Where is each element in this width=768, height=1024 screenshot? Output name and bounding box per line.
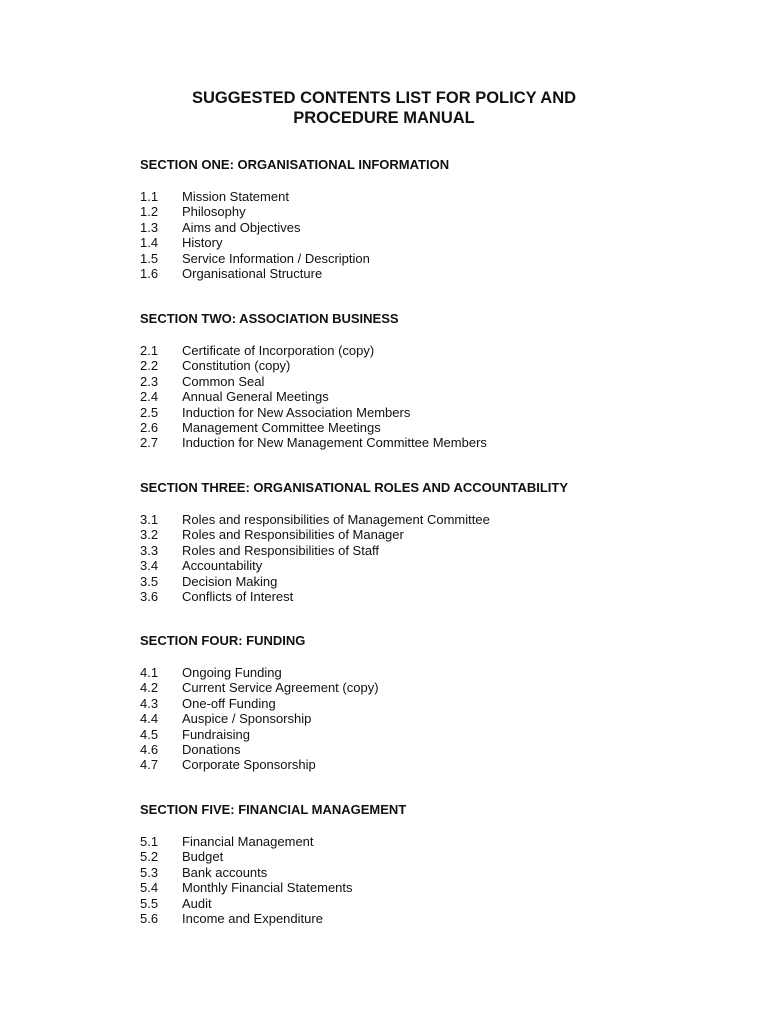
list-item (140, 374, 740, 389)
item-number: 4.3 (140, 695, 159, 711)
list-item (140, 849, 740, 864)
item-label: Financial Management (182, 834, 314, 849)
item-label: Roles and Responsibilities of Staff (182, 542, 380, 558)
section-two (140, 311, 740, 451)
section-item-list (140, 343, 740, 451)
item-number: 2.7 (140, 435, 159, 451)
section-heading: SECTION FOUR: FUNDING (140, 633, 306, 648)
item-number: 2.2 (140, 358, 159, 374)
list-item (140, 527, 740, 542)
item-label: Annual General Meetings (182, 389, 329, 405)
item-number: 2.3 (140, 373, 159, 389)
list-item (140, 204, 740, 219)
section-heading: SECTION ONE: ORGANISATIONAL INFORMATION (140, 157, 450, 172)
section-heading: SECTION THREE: ORGANISATIONAL ROLES AND ACCOUNTABILITY (140, 480, 569, 495)
section-item-list (140, 665, 740, 773)
list-item (140, 757, 740, 772)
list-item (140, 405, 740, 420)
list-item (140, 189, 740, 204)
section-item-list (140, 189, 740, 281)
item-label: Bank accounts (182, 864, 268, 880)
section-heading: SECTION TWO: ASSOCIATION BUSINESS (140, 311, 399, 326)
section-heading: SECTION FIVE: FINANCIAL MANAGEMENT (140, 802, 407, 817)
item-label: Budget (182, 849, 224, 865)
item-label: Common Seal (182, 373, 265, 389)
item-number: 1.3 (140, 219, 159, 235)
list-item (140, 911, 740, 926)
item-label: One-off Funding (182, 695, 276, 711)
item-number: 5.3 (140, 864, 159, 880)
item-number: 1.2 (140, 204, 159, 220)
list-item (140, 834, 740, 849)
item-number: 4.5 (140, 726, 159, 742)
item-number: 3.6 (140, 588, 159, 604)
item-label: Auspice / Sponsorship (182, 711, 312, 727)
item-label: Roles and responsibilities of Management Committee (182, 512, 490, 527)
section-item-list (140, 834, 740, 926)
item-label: Induction for New Management Committee Members (182, 435, 487, 451)
item-number: 5.5 (140, 895, 159, 911)
list-item (140, 896, 740, 911)
item-number: 5.1 (140, 834, 159, 849)
item-number: 1.1 (140, 189, 159, 204)
list-item (140, 266, 740, 281)
list-item (140, 727, 740, 742)
item-label: Induction for New Association Members (182, 404, 411, 420)
item-number: 1.5 (140, 250, 159, 266)
list-item (140, 389, 740, 404)
list-item (140, 574, 740, 589)
document-title (0, 88, 768, 128)
list-item (140, 711, 740, 726)
item-label: Fundraising (182, 726, 250, 742)
item-number: 2.1 (140, 343, 159, 358)
list-item (140, 665, 740, 680)
list-item (140, 220, 740, 235)
item-label: Audit (182, 895, 212, 911)
list-item (140, 880, 740, 895)
section-four (140, 633, 740, 773)
item-label: Decision Making (182, 573, 278, 589)
list-item (140, 680, 740, 695)
list-item (140, 420, 740, 435)
list-item (140, 235, 740, 250)
document-title-line-2: PROCEDURE MANUAL (293, 109, 475, 127)
item-label: Ongoing Funding (182, 665, 282, 680)
list-item (140, 343, 740, 358)
item-number: 4.1 (140, 665, 159, 680)
list-item (140, 543, 740, 558)
section-one (140, 157, 740, 281)
item-label: Certificate of Incorporation (copy) (182, 343, 375, 358)
section-five (140, 802, 740, 926)
item-number: 3.1 (140, 512, 159, 527)
item-number: 3.3 (140, 542, 159, 558)
list-item (140, 696, 740, 711)
item-label: Management Committee Meetings (182, 419, 381, 435)
item-number: 1.4 (140, 235, 159, 251)
item-label: Aims and Objectives (182, 219, 301, 235)
item-label: Conflicts of Interest (182, 588, 294, 604)
item-number: 4.2 (140, 680, 159, 696)
item-label: Mission Statement (182, 189, 289, 204)
list-item (140, 742, 740, 757)
item-label: Income and Expenditure (182, 910, 323, 926)
item-label: Accountability (182, 558, 263, 574)
item-number: 1.6 (140, 265, 159, 281)
item-label: Constitution (copy) (182, 358, 291, 374)
document-title-line-1: SUGGESTED CONTENTS LIST FOR POLICY AND (191, 89, 577, 107)
item-label: Philosophy (182, 204, 246, 220)
item-number: 3.2 (140, 527, 159, 543)
item-number: 4.6 (140, 741, 159, 757)
item-number: 2.5 (140, 404, 159, 420)
item-label: History (182, 235, 223, 251)
item-label: Current Service Agreement (copy) (182, 680, 379, 696)
item-number: 4.7 (140, 757, 159, 773)
list-item (140, 558, 740, 573)
item-number: 5.6 (140, 910, 159, 926)
item-number: 3.5 (140, 573, 159, 589)
list-item (140, 865, 740, 880)
item-label: Organisational Structure (182, 265, 323, 281)
item-number: 3.4 (140, 558, 159, 574)
section-item-list (140, 512, 740, 604)
list-item (140, 358, 740, 373)
item-label: Donations (182, 741, 241, 757)
item-label: Roles and Responsibilities of Manager (182, 527, 404, 543)
item-label: Service Information / Description (182, 250, 370, 266)
item-label: Corporate Sponsorship (182, 757, 316, 773)
item-number: 5.2 (140, 849, 159, 865)
item-number: 2.6 (140, 419, 159, 435)
item-label: Monthly Financial Statements (182, 880, 353, 896)
list-item (140, 512, 740, 527)
item-number: 5.4 (140, 880, 159, 896)
section-three (140, 480, 740, 604)
item-number: 4.4 (140, 711, 159, 727)
item-number: 2.4 (140, 389, 159, 405)
list-item (140, 589, 740, 604)
list-item (140, 435, 740, 450)
list-item (140, 251, 740, 266)
